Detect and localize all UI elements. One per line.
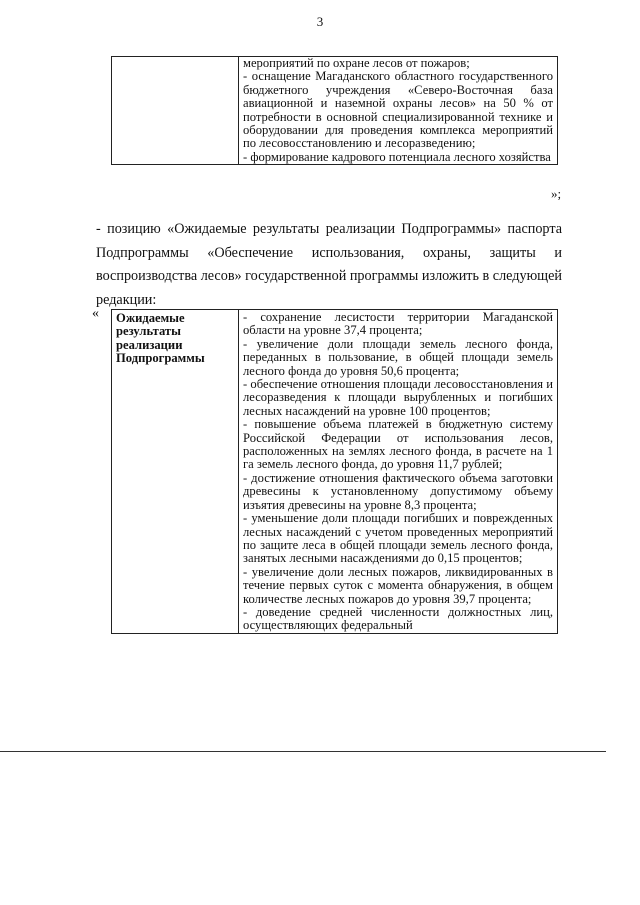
table-row [112,57,558,165]
closing-quote-mark: »; [551,186,562,201]
list-item: - формирование кадрового потенциала лесного хозяйства [243,149,551,164]
table-row [112,310,558,634]
row-header: Ожидаемые результаты реализации Подпрограммы [112,310,239,634]
list-item: - увеличение доли лесных пожаров, ликвидированных в течение первых суток с момента обнаружения, в общем количестве лесных пожаров до уровня 39,7 процента; [243,564,553,606]
list-item: - доведение средней численности должностных лиц, осуществляющих федеральный [243,604,553,633]
divider-line [0,751,606,752]
instruction-text: - позицию «Ожидаемые результаты реализации Подпрограммы» паспорта Подпрограммы «Обеспечение использования, охраны, защиты и воспроизводства лесов» государственной программы изложить в следующей редакции: [96,221,562,308]
expected-results-table [111,309,558,634]
list-item: мероприятий по охране лесов от пожаров; [243,56,470,70]
list-item: - повышение объема платежей в бюджетную систему Российской Федерации от использования лесов, расположенных на землях лесного фонда, в расчете на 1 га земель лесного фонда, до уровня 11,7 рублей; [243,417,553,472]
page-number: 3 [316,14,324,29]
instruction-paragraph [96,218,562,312]
list-item: - сохранение лесистости территории Магаданской области на уровне 37,4 процента; [243,310,553,338]
list-item: - увеличение доли площади земель лесного фонда, переданных в пользование, в общей площади земель лесного фонда до уровня 50,6 процента; [243,336,553,378]
list-item: - достижение отношения фактического объема заготовки древесины к установленному допустимому объему изъятия древесины на уровне 8,3 процента; [243,470,553,512]
results-cell [239,310,558,634]
opening-quote-mark: « [92,306,99,321]
list-item: - обеспечение отношения площади лесовосстановления и лесоразведения к площади вырубленных и погибших лесных насаждений на уровне 100 процентов; [243,377,553,418]
continuation-table [111,56,558,165]
list-item: - оснащение Магаданского областного государственного бюджетного учреждения «Северо-Восточная база авиационной и наземной охраны лесов» на 50 % от потребности в основной специализированной технике и оборудовании для проведения комплекса мероприятий по лесовосстановлению и лесоразведению; [243,69,553,151]
results-cell [239,57,558,165]
list-item: - уменьшение доли площади погибших и поврежденных лесных насаждений с учетом проведенных мероприятий по защите леса в общей площади земель лесного фонда, занятых лесными насаждениями до 0,15 процентов; [243,511,553,566]
empty-cell [112,57,239,165]
